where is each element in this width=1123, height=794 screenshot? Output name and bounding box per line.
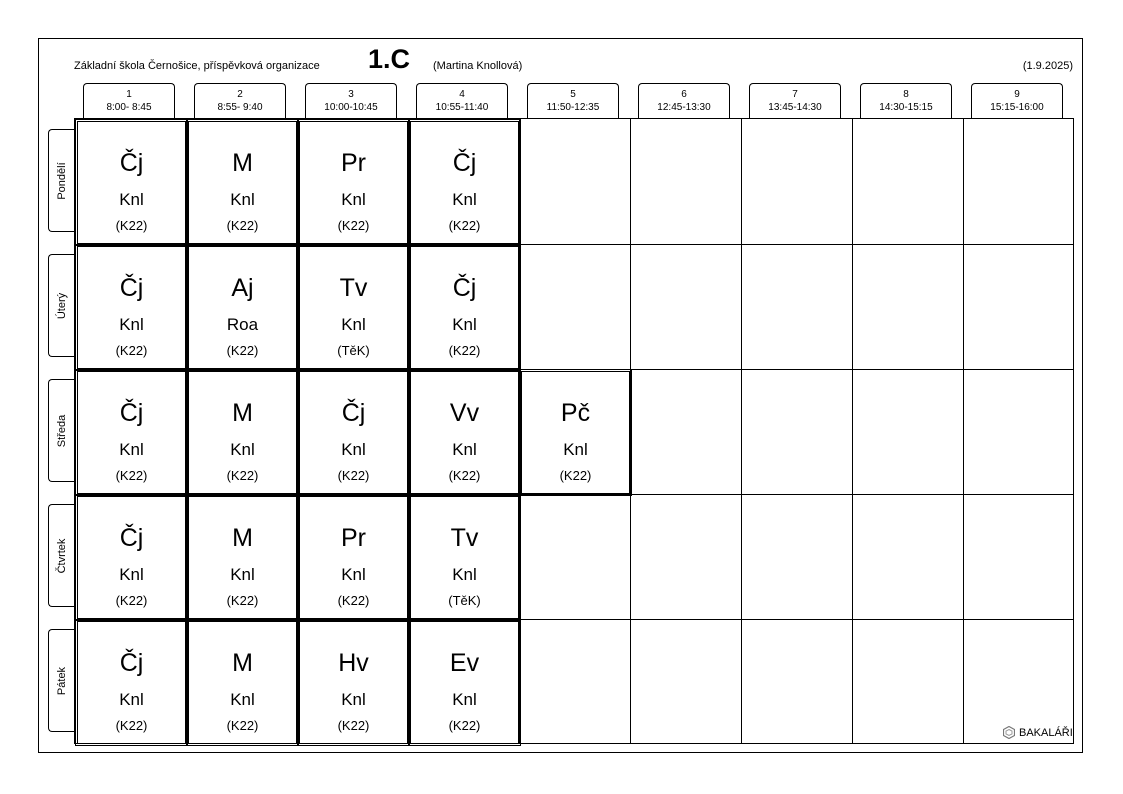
lesson-subject: Čj	[452, 149, 477, 177]
lesson-teacher: Knl	[230, 565, 255, 584]
day-label-text: Pátek	[55, 666, 68, 695]
period-header	[83, 83, 175, 118]
period-time: 12:45-13:30	[657, 102, 711, 113]
lesson-room: (K22)	[448, 718, 481, 733]
period-header	[638, 83, 730, 118]
timetable-date: (1.9.2025)	[1022, 60, 1073, 72]
lesson-room: (K22)	[115, 218, 148, 233]
lesson-subject: M	[232, 649, 253, 677]
period-number: 5	[570, 89, 576, 100]
lesson-room: (K22)	[337, 218, 370, 233]
lesson-teacher: Knl	[341, 565, 366, 584]
period-number: 2	[237, 89, 243, 100]
day-label	[48, 629, 74, 732]
period-header	[305, 83, 397, 118]
period-number: 3	[348, 89, 354, 100]
lesson-subject: Pč	[560, 399, 591, 427]
class-teacher: (Martina Knollová)	[433, 60, 523, 72]
lesson-subject: Pr	[341, 149, 366, 177]
lesson-teacher: Knl	[452, 565, 477, 584]
lesson-teacher: Knl	[563, 440, 588, 459]
lesson-teacher: Knl	[119, 190, 144, 209]
lesson-room: (K22)	[448, 218, 481, 233]
lesson-teacher: Roa	[226, 315, 259, 334]
lesson-room: (K22)	[115, 718, 148, 733]
lesson-subject: Tv	[339, 274, 368, 302]
period-header	[749, 83, 841, 118]
lesson-cell[interactable]	[188, 621, 297, 744]
lesson-subject: M	[232, 399, 253, 427]
bakalari-logo	[1003, 726, 1073, 739]
lesson-cell[interactable]	[299, 121, 408, 244]
day-label-text: Úterý	[55, 292, 68, 319]
grid-column-line	[963, 119, 964, 743]
lesson-teacher: Knl	[119, 690, 144, 709]
day-label	[48, 379, 74, 482]
lesson-subject: Čj	[341, 399, 366, 427]
day-label-text: Čtvrtek	[55, 538, 68, 573]
lesson-teacher: Knl	[119, 315, 144, 334]
grid-column-line	[297, 119, 298, 743]
lesson-subject: Čj	[119, 274, 144, 302]
lesson-teacher: Knl	[341, 190, 366, 209]
grid-column-line	[852, 119, 853, 743]
grid-row-line	[75, 244, 1073, 245]
period-time: 13:45-14:30	[768, 102, 822, 113]
lesson-teacher: Knl	[452, 190, 477, 209]
lesson-teacher: Knl	[119, 440, 144, 459]
lesson-subject: Čj	[452, 274, 477, 302]
lesson-subject: Vv	[449, 399, 480, 427]
period-number: 8	[903, 89, 909, 100]
lesson-room: (K22)	[226, 218, 259, 233]
lesson-cell[interactable]	[410, 371, 519, 494]
lesson-room: (K22)	[226, 718, 259, 733]
period-header	[416, 83, 508, 118]
lesson-cell[interactable]	[77, 621, 186, 744]
period-number: 7	[792, 89, 798, 100]
period-time: 8:55- 9:40	[217, 102, 263, 113]
bakalari-logo-text: BAKALÁŘI	[1019, 727, 1073, 739]
period-time: 14:30-15:15	[879, 102, 933, 113]
lesson-room: (K22)	[559, 468, 592, 483]
period-time: 10:55-11:40	[435, 102, 489, 113]
lesson-cell[interactable]	[299, 246, 408, 369]
lesson-room: (K22)	[226, 593, 259, 608]
period-number: 4	[459, 89, 465, 100]
lesson-cell[interactable]	[299, 621, 408, 744]
lesson-subject: Pr	[341, 524, 366, 552]
lesson-cell[interactable]	[299, 496, 408, 619]
day-label-text: Středa	[55, 414, 68, 447]
lesson-cell[interactable]	[188, 246, 297, 369]
lesson-teacher: Knl	[452, 315, 477, 334]
period-number: 6	[681, 89, 687, 100]
lesson-room: (K22)	[448, 468, 481, 483]
lesson-teacher: Knl	[452, 440, 477, 459]
grid-column-line	[408, 119, 409, 743]
period-time: 11:50-12:35	[546, 102, 600, 113]
period-time: 8:00- 8:45	[106, 102, 152, 113]
lesson-cell[interactable]	[410, 121, 519, 244]
grid-row-line	[75, 619, 1073, 620]
lesson-subject: Čj	[119, 149, 144, 177]
bakalari-logo-icon	[1003, 726, 1015, 739]
class-name: 1.C	[368, 44, 411, 74]
lesson-subject: Čj	[119, 649, 144, 677]
lesson-room: (TěK)	[337, 343, 370, 358]
lesson-teacher: Knl	[119, 565, 144, 584]
grid-column-line	[630, 119, 631, 743]
lesson-subject: Čj	[119, 399, 144, 427]
lesson-room: (K22)	[115, 593, 148, 608]
grid-column-line	[186, 119, 187, 743]
period-header	[194, 83, 286, 118]
lesson-room: (K22)	[337, 468, 370, 483]
lesson-cell[interactable]	[77, 121, 186, 244]
lesson-subject: Ev	[449, 649, 480, 677]
lesson-teacher: Knl	[341, 315, 366, 334]
period-header	[860, 83, 952, 118]
grid-column-line	[741, 119, 742, 743]
grid-row-line	[75, 369, 1073, 370]
period-time: 10:00-10:45	[324, 102, 378, 113]
lesson-room: (K22)	[115, 468, 148, 483]
lesson-teacher: Knl	[230, 690, 255, 709]
day-label-text: Pondělí	[55, 161, 68, 200]
lesson-teacher: Knl	[230, 440, 255, 459]
lesson-room: (K22)	[337, 718, 370, 733]
lesson-teacher: Knl	[341, 690, 366, 709]
lesson-teacher: Knl	[230, 190, 255, 209]
period-number: 9	[1014, 89, 1020, 100]
day-label	[48, 129, 74, 232]
lesson-room: (K22)	[448, 343, 481, 358]
lesson-room: (K22)	[115, 343, 148, 358]
period-header	[971, 83, 1063, 118]
lesson-cell[interactable]	[410, 246, 519, 369]
day-label	[48, 504, 74, 607]
lesson-room: (K22)	[226, 468, 259, 483]
lesson-room: (TěK)	[448, 593, 481, 608]
lesson-subject: Tv	[450, 524, 479, 552]
lesson-subject: M	[232, 524, 253, 552]
period-number: 1	[126, 89, 132, 100]
lesson-cell[interactable]	[410, 496, 519, 619]
lesson-cell[interactable]	[77, 246, 186, 369]
lesson-subject: M	[232, 149, 253, 177]
lesson-cell[interactable]	[188, 121, 297, 244]
lesson-cell[interactable]	[299, 371, 408, 494]
lesson-cell[interactable]	[77, 496, 186, 619]
lesson-cell[interactable]	[521, 371, 630, 494]
grid-column-line	[519, 119, 520, 743]
lesson-cell[interactable]	[77, 371, 186, 494]
lesson-subject: Aj	[231, 274, 254, 302]
lesson-subject: Hv	[338, 649, 369, 677]
period-time: 15:15-16:00	[990, 102, 1044, 113]
lesson-cell[interactable]	[410, 621, 519, 744]
day-label	[48, 254, 74, 357]
lesson-subject: Čj	[119, 524, 144, 552]
lesson-teacher: Knl	[452, 690, 477, 709]
grid-row-line	[75, 494, 1073, 495]
lesson-room: (K22)	[337, 593, 370, 608]
lesson-cell[interactable]	[188, 371, 297, 494]
lesson-teacher: Knl	[341, 440, 366, 459]
lesson-cell[interactable]	[188, 496, 297, 619]
period-header	[527, 83, 619, 118]
lesson-room: (K22)	[226, 343, 259, 358]
school-name: Základní škola Černošice, příspěvková organizace	[74, 60, 320, 72]
